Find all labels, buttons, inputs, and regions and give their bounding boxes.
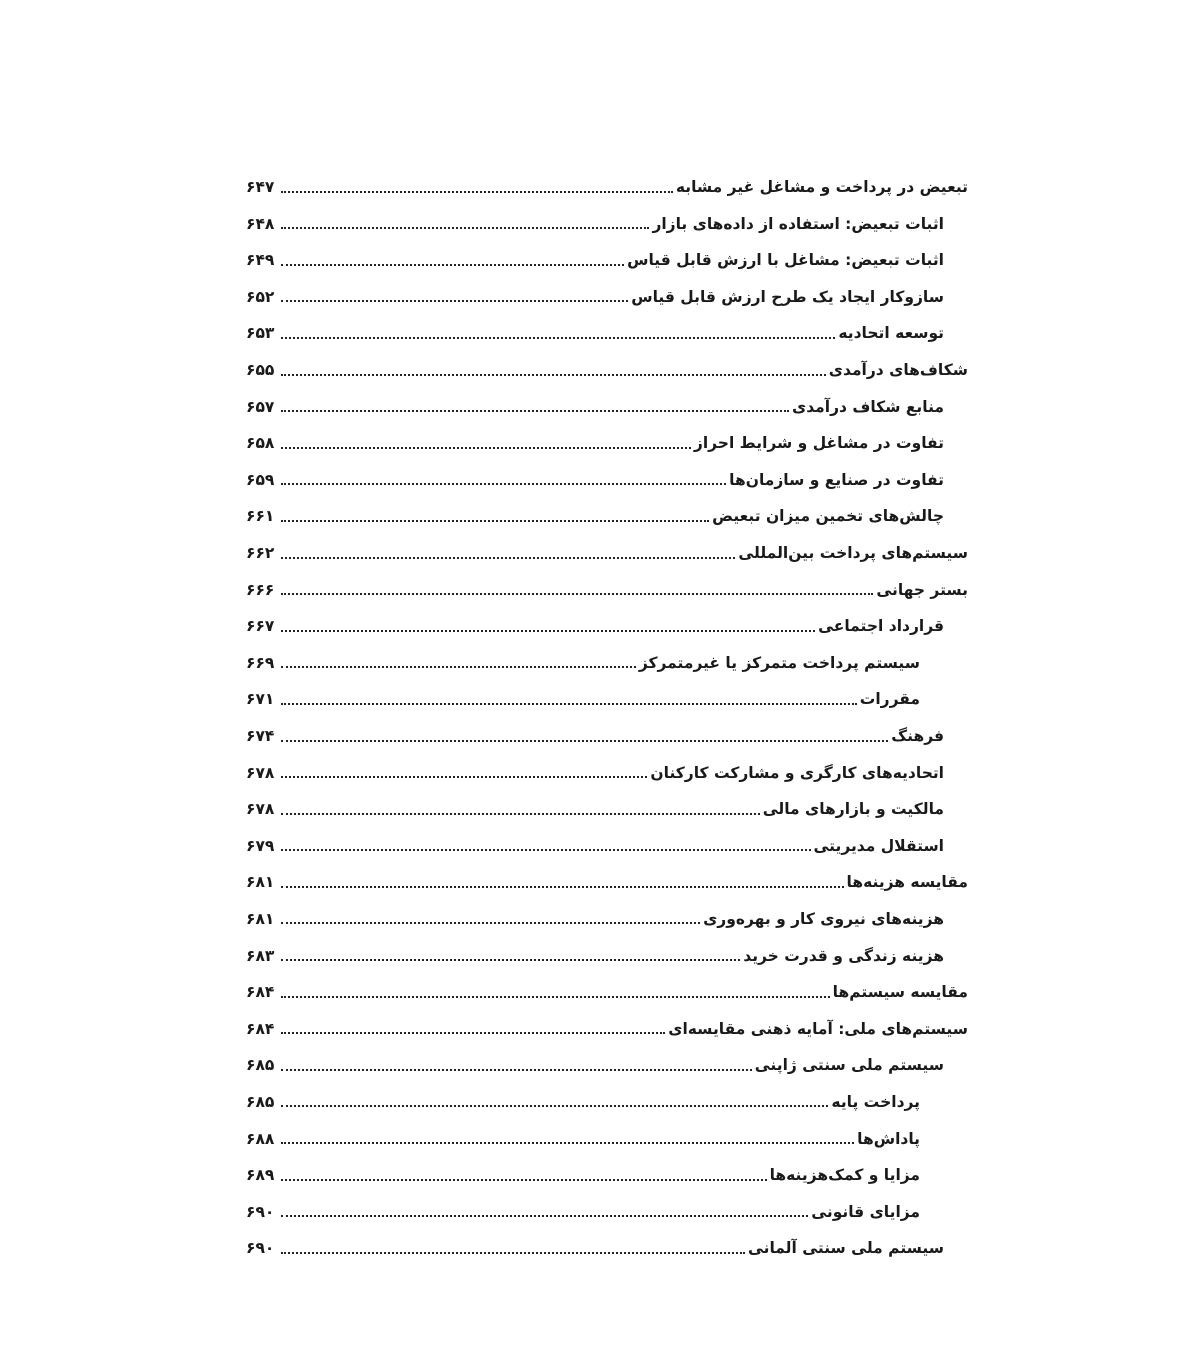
toc-entry-title: مقررات: [859, 690, 920, 709]
toc-entry[interactable]: [246, 674, 968, 711]
dot-leader: [281, 959, 740, 961]
dot-leader: [281, 191, 673, 193]
toc-entry-title: منابع شکاف درآمدی: [792, 397, 944, 416]
toc-entry-title: هزینه زندگی و قدرت خرید: [743, 946, 944, 965]
toc-entry-title: اثبات تبعیض: استفاده از داده‌های بازار: [652, 214, 944, 233]
toc-entry[interactable]: [246, 199, 968, 236]
toc-entry[interactable]: [246, 528, 968, 565]
toc-entry[interactable]: [246, 1150, 968, 1187]
toc-entry[interactable]: [246, 1187, 968, 1224]
dot-leader: [281, 886, 844, 888]
toc-entry-title: مالکیت و بازارهای مالی: [762, 800, 944, 819]
toc-entry-page-number: ۶۷۸: [246, 763, 275, 782]
toc-entry[interactable]: [246, 638, 968, 675]
dot-leader: [281, 483, 726, 485]
dot-leader: [281, 776, 647, 778]
toc-entry-page-number: ۶۶۷: [246, 617, 275, 636]
toc-entry-title: اثبات تبعیض: مشاغل با ارزش قابل قیاس: [627, 251, 944, 270]
toc-entry-page-number: ۶۴۹: [246, 251, 275, 270]
dot-leader: [281, 813, 760, 815]
toc-entry-title: چالش‌های تخمین میزان تبعیض: [712, 507, 944, 526]
dot-leader: [281, 300, 628, 302]
toc-entry-page-number: ۶۷۸: [246, 800, 275, 819]
toc-entry-title: سیستم‌های ملی: آمایه ذهنی مقایسه‌ای: [668, 1019, 968, 1038]
toc-entry-title: بستر جهانی: [876, 580, 968, 599]
toc-entry-page-number: ۶۸۹: [246, 1166, 275, 1185]
toc-entry[interactable]: [246, 272, 968, 309]
dot-leader: [281, 264, 624, 266]
toc-entry-title: مزایا و کمک‌هزینه‌ها: [769, 1166, 920, 1185]
dot-leader: [281, 337, 835, 339]
toc-entry[interactable]: [246, 418, 968, 455]
toc-entry-page-number: ۶۷۱: [246, 690, 275, 709]
toc-entry-page-number: ۶۷۴: [246, 727, 275, 745]
toc-entry-page-number: ۶۶۱: [246, 507, 275, 526]
toc-entry[interactable]: [246, 565, 968, 602]
dot-leader: [281, 630, 815, 632]
toc-entry-page-number: ۶۶۹: [246, 653, 275, 672]
toc-entry[interactable]: [246, 455, 968, 492]
dot-leader: [281, 922, 700, 924]
toc-entry-page-number: ۶۵۸: [246, 434, 275, 453]
dot-leader: [281, 703, 857, 705]
dot-leader: [281, 520, 709, 522]
toc-entry[interactable]: [246, 821, 968, 858]
toc-entry-page-number: ۶۴۸: [246, 214, 275, 233]
dot-leader: [281, 1179, 767, 1181]
dot-leader: [281, 593, 873, 595]
toc-entry[interactable]: [246, 930, 968, 967]
toc-entry-page-number: ۶۸۳: [246, 946, 275, 965]
toc-entry-title: توسعه اتحادیه: [838, 324, 944, 343]
toc-entry-title: قرارداد اجتماعی: [818, 617, 944, 636]
dot-leader: [281, 1105, 828, 1107]
toc-entry-page-number: ۶۹۰: [246, 1202, 275, 1221]
dot-leader: [281, 996, 830, 998]
toc-entry[interactable]: [246, 857, 968, 894]
dot-leader: [281, 374, 826, 376]
toc-entry-page-number: ۶۵۳: [246, 324, 275, 343]
dot-leader: [281, 1069, 752, 1071]
toc-entry-page-number: ۶۸۸: [246, 1129, 275, 1148]
toc-entry-title: مقایسه سیستم‌ها: [832, 983, 968, 1002]
toc-entry[interactable]: [246, 601, 968, 638]
toc-entry-page-number: ۶۶۲: [246, 544, 275, 563]
toc-entry-title: مزایای قانونی: [811, 1202, 920, 1221]
toc-entry[interactable]: [246, 1004, 968, 1041]
dot-leader: [281, 447, 691, 449]
toc-entry-title: سیستم ملی سنتی ژاپنی: [754, 1056, 944, 1075]
toc-entry[interactable]: [246, 894, 968, 931]
toc-entry[interactable]: [246, 1040, 968, 1077]
dot-leader: [281, 740, 888, 742]
toc-entry-page-number: ۶۵۷: [246, 397, 275, 416]
toc-entry[interactable]: [246, 784, 968, 821]
toc-entry-title: پرداخت پایه: [831, 1092, 920, 1111]
toc-entry-title: اتحادیه‌های کارگری و مشارکت کارکنان: [650, 763, 944, 782]
dot-leader: [281, 557, 735, 559]
toc-entry[interactable]: [246, 382, 968, 419]
dot-leader: [281, 849, 811, 851]
toc-entry[interactable]: [246, 1077, 968, 1114]
toc-entry[interactable]: [246, 308, 968, 345]
toc-entry-page-number: ۶۷۹: [246, 836, 275, 855]
toc-entry[interactable]: [246, 491, 968, 528]
toc-entry[interactable]: [246, 1113, 968, 1150]
toc-entry-title: فرهنگ: [891, 727, 944, 745]
toc-entry-page-number: ۶۹۰: [246, 1239, 275, 1258]
toc-entry-title: سیستم پرداخت متمرکز یا غیرمتمرکز: [638, 653, 920, 672]
toc-entry[interactable]: [246, 1223, 968, 1260]
toc-entry[interactable]: [246, 345, 968, 382]
toc-entry-page-number: ۶۵۹: [246, 470, 275, 489]
toc-entry-page-number: ۶۸۱: [246, 909, 275, 928]
toc-entry[interactable]: [246, 967, 968, 1004]
toc-entry-page-number: ۶۸۵: [246, 1092, 275, 1111]
toc-entry-page-number: ۶۴۷: [246, 178, 275, 197]
toc-entry-page-number: ۶۵۵: [246, 361, 275, 380]
toc-entry-page-number: ۶۸۱: [246, 873, 275, 892]
toc-entry-page-number: ۶۸۴: [246, 1019, 275, 1038]
toc-entry-title: پاداش‌ها: [857, 1129, 920, 1148]
toc-entry-title: مقایسه هزینه‌ها: [846, 873, 968, 892]
toc-entry-page-number: ۶۶۶: [246, 580, 275, 599]
toc-entry[interactable]: [246, 162, 968, 199]
toc-entry-title: سیستم ملی سنتی آلمانی: [747, 1239, 944, 1258]
toc-entry-title: تبعیض در پرداخت و مشاغل غیر مشابه: [675, 178, 968, 197]
toc-entry-title: تفاوت در مشاغل و شرایط احراز: [693, 434, 944, 453]
toc-entry[interactable]: [246, 748, 968, 785]
dot-leader: [281, 1032, 665, 1034]
dot-leader: [281, 1215, 808, 1217]
toc-entry[interactable]: [246, 711, 968, 748]
toc-entry-title: استقلال مدیریتی: [813, 836, 944, 855]
toc-entry-page-number: ۶۸۴: [246, 983, 275, 1002]
dot-leader: [281, 227, 649, 229]
toc-entry-title: هزینه‌های نیروی کار و بهره‌وری: [703, 909, 944, 928]
toc-entry[interactable]: [246, 235, 968, 272]
table-of-contents: [246, 162, 968, 1260]
toc-entry-title: سازوکار ایجاد یک طرح ارزش قابل قیاس: [631, 287, 944, 306]
dot-leader: [281, 1252, 745, 1254]
dot-leader: [281, 666, 636, 668]
toc-entry-page-number: ۶۵۲: [246, 287, 275, 306]
dot-leader: [281, 410, 789, 412]
dot-leader: [281, 1142, 854, 1144]
toc-entry-title: سیستم‌های پرداخت بین‌المللی: [738, 544, 968, 563]
toc-entry-page-number: ۶۸۵: [246, 1056, 275, 1075]
toc-entry-title: شکاف‌های درآمدی: [828, 361, 968, 380]
toc-entry-title: تفاوت در صنایع و سازمان‌ها: [729, 470, 944, 489]
